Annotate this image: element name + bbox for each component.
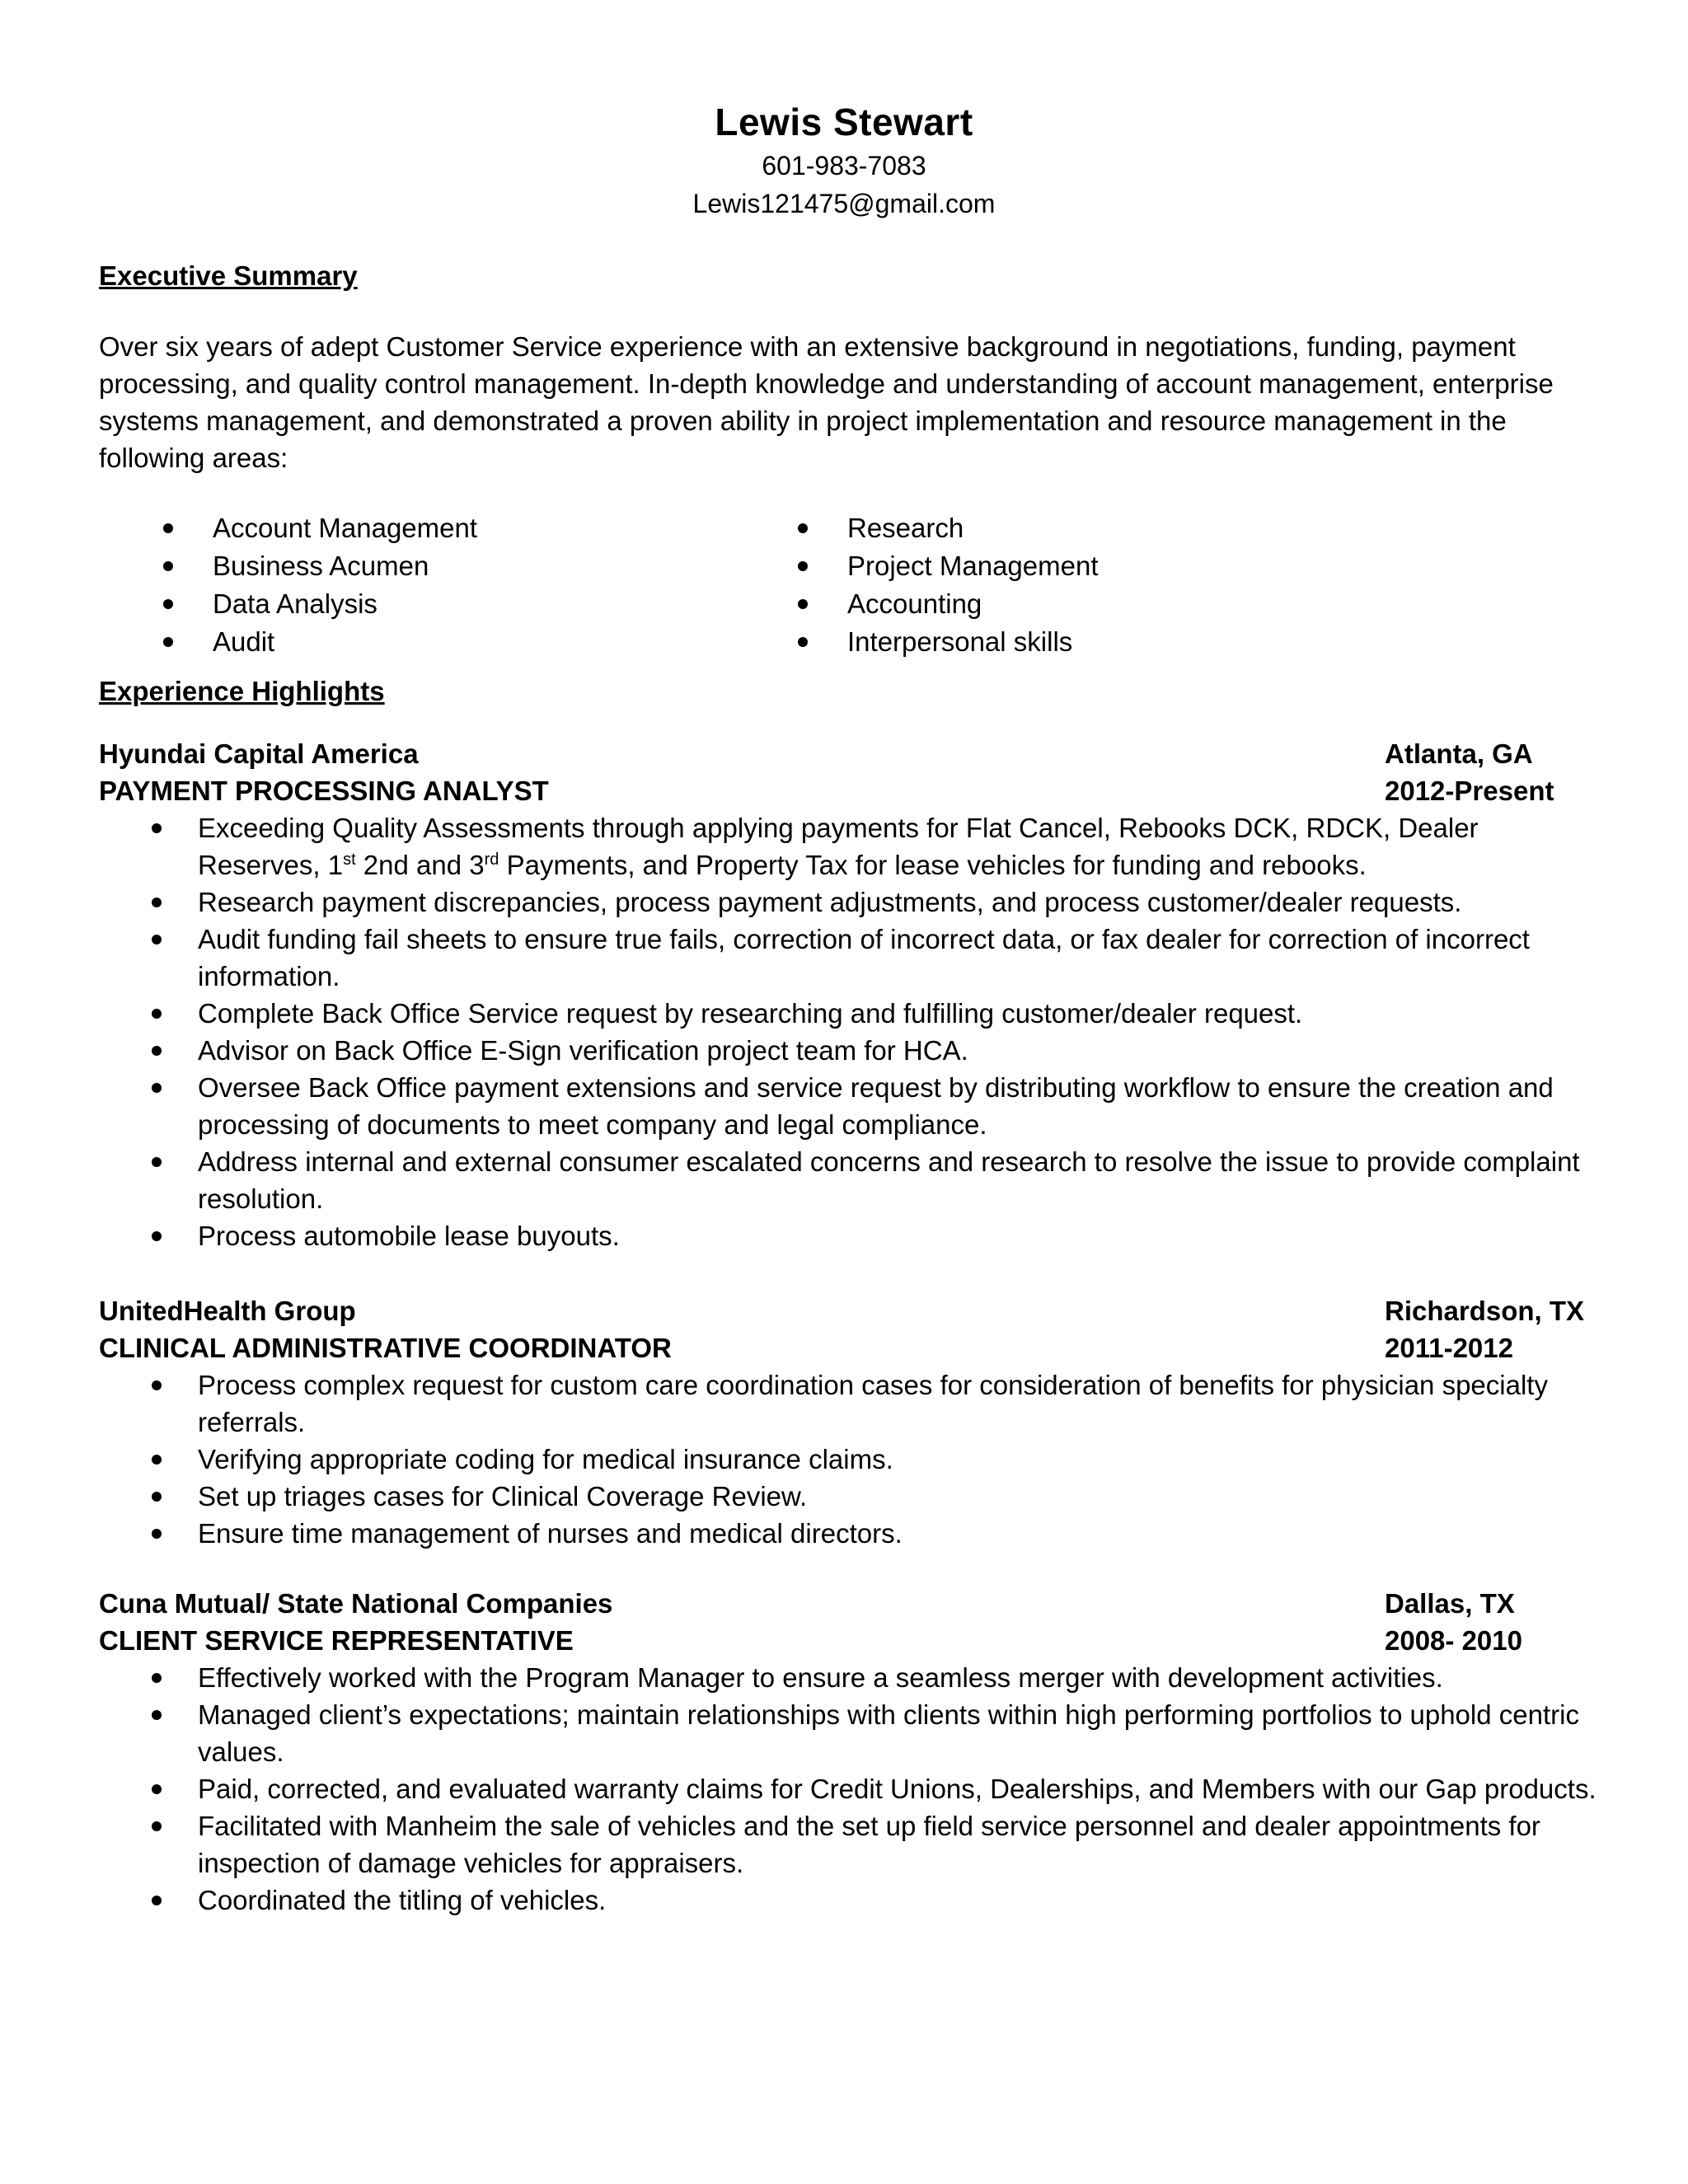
skill-item: Project Management — [798, 547, 1457, 585]
bullet-icon — [152, 823, 162, 833]
duty-item: Process automobile lease buyouts. — [198, 1217, 1599, 1254]
job-location: Dallas, TX — [1385, 1588, 1515, 1619]
job-location: Atlanta, GA — [1385, 738, 1533, 769]
bullet-icon — [152, 1673, 162, 1683]
duty-item: Managed client’s expectations; maintain relationships with clients within high performing portfolios to uphold centric values. — [198, 1696, 1599, 1770]
job-entry — [99, 1585, 1599, 1919]
phone-number: 601-983-7083 — [762, 151, 926, 180]
job-duties — [99, 1366, 1599, 1552]
bullet-icon — [163, 599, 173, 609]
company-name: Cuna Mutual/ State National Companies — [99, 1588, 613, 1619]
company-name: UnitedHealth Group — [99, 1296, 356, 1326]
skill-item: Data Analysis — [163, 585, 798, 623]
job-duties — [99, 1659, 1599, 1919]
bullet-icon — [152, 1821, 162, 1831]
duty-item: Exceeding Quality Assessments through applying payments for Flat Cancel, Rebooks DCK, RDCK, Dealer Reserves, 1st 2nd and 3rd Payments, and Property Tax for lease vehicles for funding and rebooks. — [198, 809, 1599, 883]
duty-item: Advisor on Back Office E-Sign verification project team for HCA. — [198, 1032, 1599, 1069]
resume-header — [0, 97, 1688, 223]
skill-item: Accounting — [798, 585, 1457, 623]
bullet-icon — [152, 1009, 162, 1019]
resume-body — [99, 257, 1599, 1919]
skills-list — [99, 509, 1599, 661]
skill-item: Account Management — [163, 509, 798, 547]
bullet-icon — [152, 1157, 162, 1167]
email-address: Lewis121475@gmail.com — [692, 189, 996, 218]
duty-item: Verifying appropriate coding for medical insurance claims. — [198, 1441, 1599, 1478]
bullet-icon — [152, 1455, 162, 1465]
bullet-icon — [152, 1529, 162, 1539]
company-name: Hyundai Capital America — [99, 738, 419, 769]
job-title: CLIENT SERVICE REPRESENTATIVE — [99, 1625, 574, 1656]
skills-column-right — [798, 509, 1457, 661]
duty-item: Audit funding fail sheets to ensure true fails, correction of incorrect data, or fax dealer for correction of incorrect information. — [198, 921, 1599, 995]
bullet-icon — [798, 523, 808, 533]
bullet-icon — [163, 637, 173, 647]
duty-item: Coordinated the titling of vehicles. — [198, 1882, 1599, 1919]
job-dates: 2008- 2010 — [1385, 1625, 1522, 1656]
bullet-icon — [152, 1046, 162, 1056]
duty-item: Research payment discrepancies, process payment adjustments, and process customer/dealer requests. — [198, 883, 1599, 921]
duty-item: Address internal and external consumer escalated concerns and research to resolve the issue to provide complaint resolution. — [198, 1143, 1599, 1217]
bullet-icon — [152, 935, 162, 944]
experience-heading: Experience Highlights — [99, 676, 385, 706]
duty-item: Facilitated with Manheim the sale of vehicles and the set up field service personnel and dealer appointments for inspection of damage vehicles for appraisers. — [198, 1807, 1599, 1882]
job-entry — [99, 1292, 1599, 1552]
skill-item: Research — [798, 509, 1457, 547]
job-title: CLINICAL ADMINISTRATIVE COORDINATOR — [99, 1333, 672, 1363]
job-dates: 2012-Present — [1385, 776, 1554, 806]
bullet-icon — [152, 1380, 162, 1390]
bullet-icon — [163, 523, 173, 533]
bullet-icon — [152, 1231, 162, 1241]
bullet-icon — [798, 561, 808, 571]
bullet-icon — [152, 1784, 162, 1794]
bullet-icon — [152, 898, 162, 907]
job-entry — [99, 735, 1599, 1254]
job-duties — [99, 809, 1599, 1254]
duty-item: Ensure time management of nurses and medical directors. — [198, 1515, 1599, 1552]
duty-item: Complete Back Office Service request by researching and fulfilling customer/dealer request. — [198, 995, 1599, 1032]
bullet-icon — [798, 599, 808, 609]
bullet-icon — [798, 637, 808, 647]
summary-heading: Executive Summary — [99, 260, 358, 291]
skill-item: Business Acumen — [163, 547, 798, 585]
bullet-icon — [152, 1083, 162, 1093]
skill-item: Interpersonal skills — [798, 623, 1457, 661]
duty-item: Paid, corrected, and evaluated warranty claims for Credit Unions, Dealerships, and Members with our Gap products. — [198, 1770, 1599, 1807]
bullet-icon — [163, 561, 173, 571]
job-dates: 2011-2012 — [1385, 1333, 1513, 1363]
duty-item: Effectively worked with the Program Manager to ensure a seamless merger with development activities. — [198, 1659, 1599, 1696]
skill-item: Audit — [163, 623, 798, 661]
job-location: Richardson, TX — [1385, 1296, 1585, 1326]
duty-item: Set up triages cases for Clinical Coverage Review. — [198, 1478, 1599, 1515]
bullet-icon — [152, 1710, 162, 1720]
job-title: PAYMENT PROCESSING ANALYST — [99, 776, 549, 806]
summary-text: Over six years of adept Customer Service experience with an extensive background in negotiations, funding, payment processing, and quality control management. In-depth knowledge and understanding of account management, enterprise systems management, and demonstrated a proven ability in project implementation and resource management in the following areas: — [99, 331, 1554, 473]
duty-item: Process complex request for custom care coordination cases for consideration of benefits for physician specialty referrals. — [198, 1366, 1599, 1441]
bullet-icon — [152, 1492, 162, 1502]
duty-item: Oversee Back Office payment extensions and service request by distributing workflow to ensure the creation and processing of documents to meet company and legal compliance. — [198, 1069, 1599, 1143]
skills-column-left — [163, 509, 798, 661]
candidate-name: Lewis Stewart — [715, 101, 973, 143]
bullet-icon — [152, 1896, 162, 1905]
